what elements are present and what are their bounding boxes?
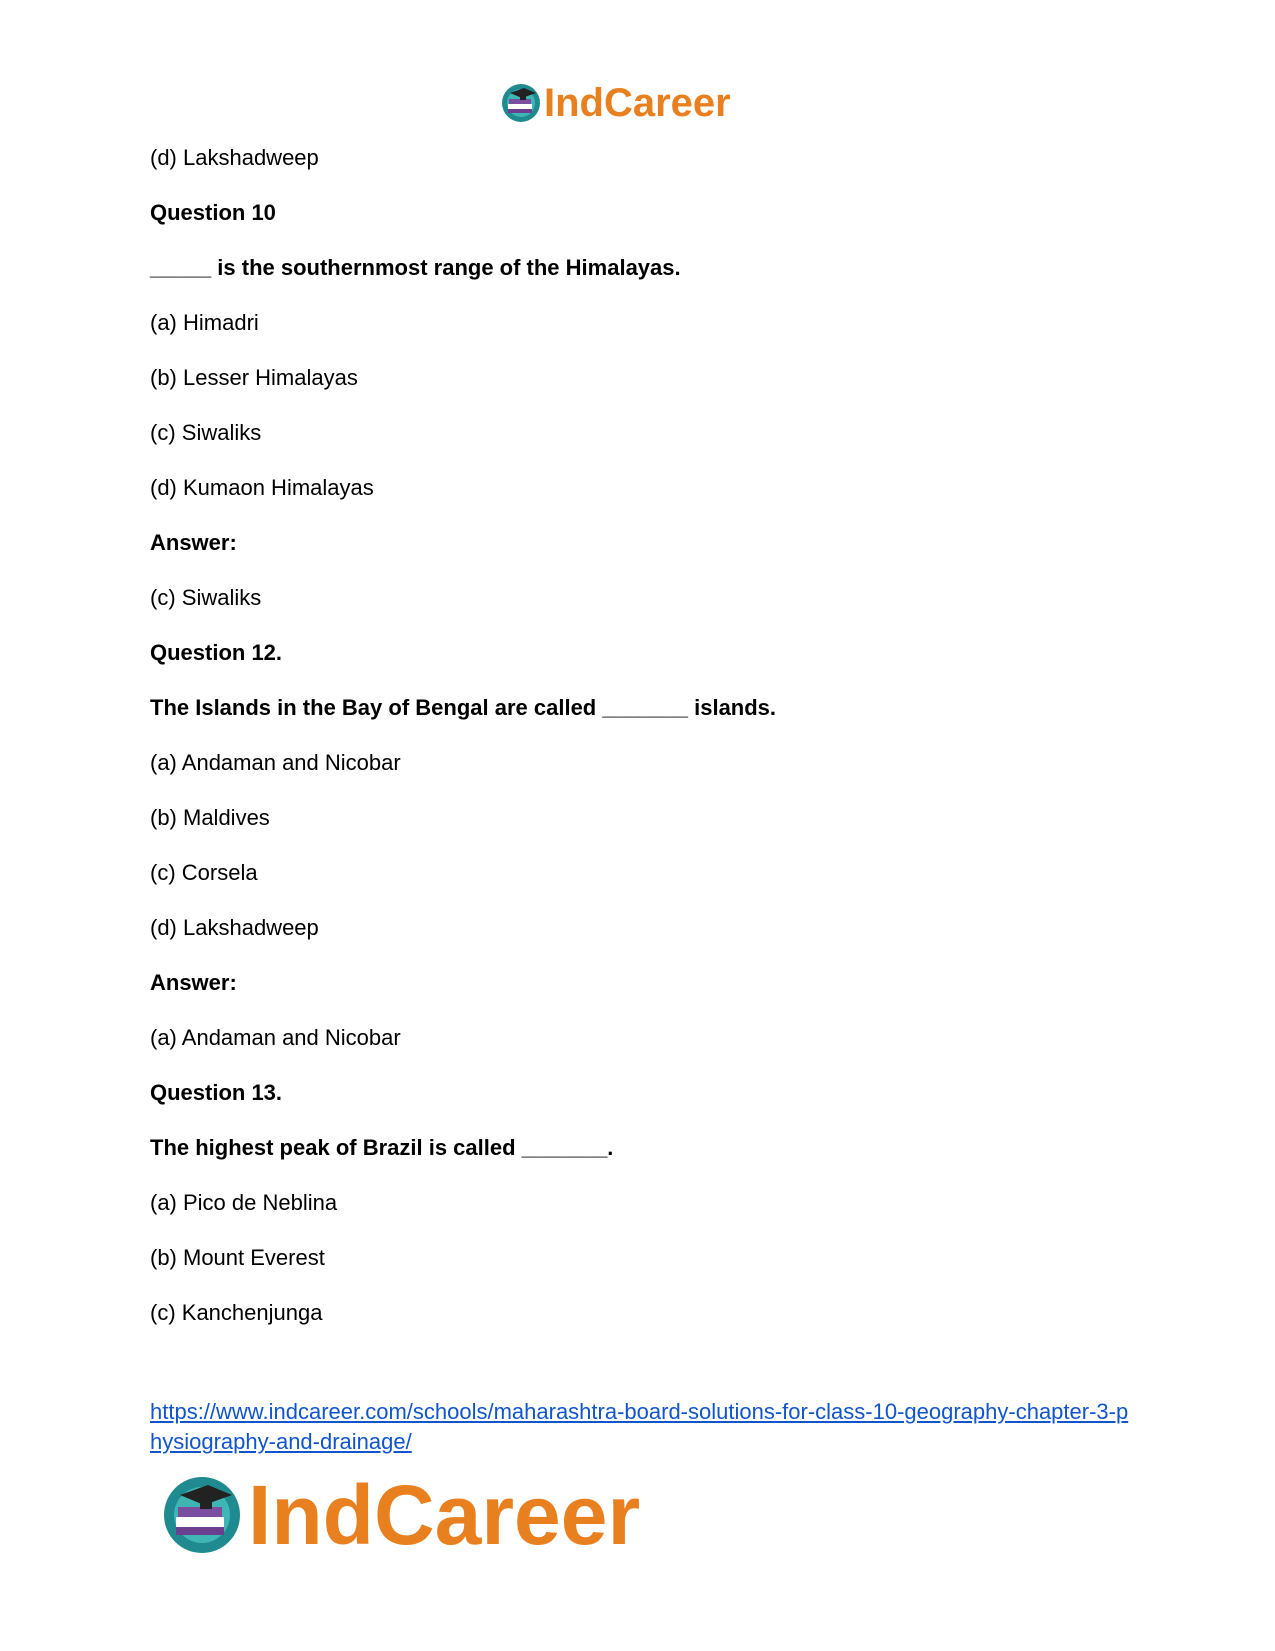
footer-logo xyxy=(160,1465,720,1565)
question-text: The Islands in the Bay of Bengal are called _______ islands. xyxy=(150,695,777,720)
book-globe-icon xyxy=(160,1473,244,1557)
book-globe-icon xyxy=(500,82,542,124)
question-text: The highest peak of Brazil is called _______. xyxy=(150,1135,614,1160)
document-body xyxy=(150,145,1130,1355)
header-logo xyxy=(500,80,780,126)
option: (c) Kanchenjunga xyxy=(150,1300,323,1325)
brand-logo-text: IndCareer xyxy=(248,1468,641,1562)
option: (c) Siwaliks xyxy=(150,420,262,445)
option: (a) Andaman and Nicobar xyxy=(150,750,401,775)
source-link[interactable]: https://www.indcareer.com/schools/maharashtra-board-solutions-for-class-10-geography-chapter-3-physiography-and-drainage/ xyxy=(150,1399,1129,1454)
answer-label: Answer: xyxy=(150,530,237,555)
option: (b) Mount Everest xyxy=(150,1245,325,1270)
text-line: (d) Lakshadweep xyxy=(150,145,319,170)
option: (c) Corsela xyxy=(150,860,258,885)
option: (a) Himadri xyxy=(150,310,259,335)
option: (a) Pico de Neblina xyxy=(150,1190,338,1215)
question-heading: Question 10 xyxy=(150,200,276,225)
option: (b) Maldives xyxy=(150,805,270,830)
answer-value: (c) Siwaliks xyxy=(150,585,262,610)
option: (b) Lesser Himalayas xyxy=(150,365,358,390)
answer-label: Answer: xyxy=(150,970,237,995)
question-heading: Question 13. xyxy=(150,1080,283,1105)
question-text: _____ is the southernmost range of the Himalayas. xyxy=(150,255,681,280)
option: (d) Kumaon Himalayas xyxy=(150,475,374,500)
answer-value: (a) Andaman and Nicobar xyxy=(150,1025,401,1050)
brand-logo-text: IndCareer xyxy=(544,81,731,125)
option: (d) Lakshadweep xyxy=(150,915,319,940)
question-heading: Question 12. xyxy=(150,640,283,665)
